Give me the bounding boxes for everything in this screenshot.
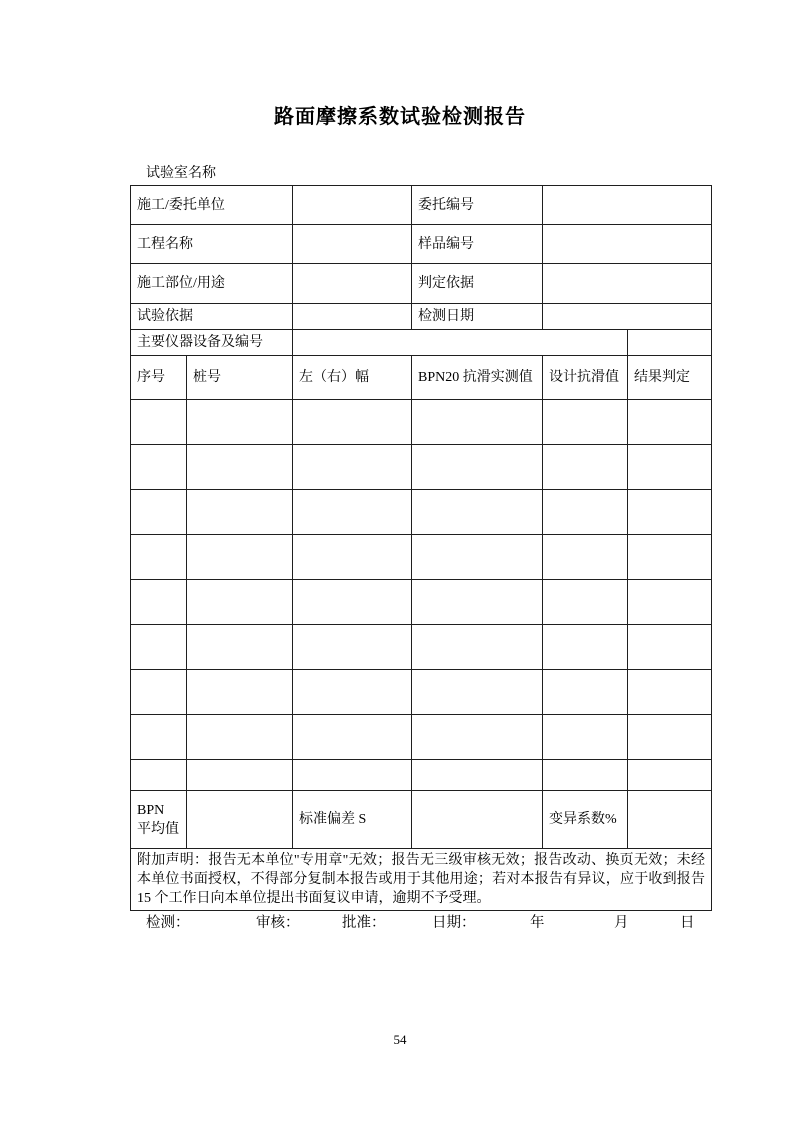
field-value-construction-part	[293, 264, 412, 304]
std-deviation-label: 标准偏差 S	[293, 791, 412, 849]
field-value-equipment	[293, 330, 628, 356]
empty-data-row	[131, 580, 712, 625]
field-label-construction-part: 施工部位/用途	[131, 264, 293, 304]
signature-row	[0, 911, 800, 933]
signature-day-label: 日	[680, 915, 695, 931]
field-value-construction-unit	[293, 186, 412, 225]
cv-label: 变异系数%	[543, 791, 628, 849]
field-value-sample-number	[543, 225, 712, 264]
signature-date-label: 日期：	[432, 915, 476, 931]
field-label-test-basis: 试验依据	[131, 304, 293, 330]
info-row-construction-part	[131, 264, 712, 304]
col-header-serial-number: 序号	[131, 356, 187, 400]
empty-data-row	[131, 625, 712, 670]
disclaimer-text: 附加声明：报告无本单位"专用章"无效；报告无三级审核无效；报告改动、换页无效；未经本单位书面授权，不得部分复制本报告或用于其他用途；若对本报告有异议，应于收到报告 15 个工作日向本单位提出书面复议申请，逾期不予受理。	[131, 849, 712, 911]
data-table-header-row	[131, 356, 712, 400]
empty-data-row	[131, 715, 712, 760]
col-header-bpn20-measured: BPN20 抗滑实测值	[412, 356, 543, 400]
field-value-judgment-basis	[543, 264, 712, 304]
empty-data-row	[131, 490, 712, 535]
equipment-row-spare-cell	[628, 330, 712, 356]
info-row-test-basis	[131, 304, 712, 330]
bpn-average-value	[187, 791, 293, 849]
field-label-equipment: 主要仪器设备及编号	[131, 330, 293, 356]
lab-name-label: 试验室名称	[146, 166, 216, 181]
cv-value	[628, 791, 712, 849]
col-header-lane-side: 左（右）幅	[293, 356, 412, 400]
bpn-average-label: BPN 平均值	[131, 791, 187, 849]
field-value-commission-number	[543, 186, 712, 225]
info-row-construction-unit	[131, 186, 712, 225]
col-header-result-judgment: 结果判定	[628, 356, 712, 400]
field-label-judgment-basis: 判定依据	[412, 264, 543, 304]
field-label-commission-number: 委托编号	[412, 186, 543, 225]
empty-data-row	[131, 445, 712, 490]
empty-data-row	[131, 670, 712, 715]
signature-test-label: 检测：	[146, 915, 190, 931]
disclaimer-row	[131, 849, 712, 911]
signature-approve-label: 批准：	[342, 915, 386, 931]
info-row-project-name	[131, 225, 712, 264]
signature-year-label: 年	[530, 915, 545, 931]
field-value-project-name	[293, 225, 412, 264]
col-header-design-skid-value: 设计抗滑值	[543, 356, 628, 400]
signature-month-label: 月	[614, 915, 629, 931]
field-label-construction-unit: 施工/委托单位	[131, 186, 293, 225]
summary-row	[131, 791, 712, 849]
field-label-project-name: 工程名称	[131, 225, 293, 264]
field-label-sample-number: 样品编号	[412, 225, 543, 264]
field-value-test-basis	[293, 304, 412, 330]
field-value-test-date	[543, 304, 712, 330]
info-row-equipment	[131, 330, 712, 356]
signature-review-label: 审核：	[256, 915, 300, 931]
empty-data-row	[131, 760, 712, 791]
field-label-test-date: 检测日期	[412, 304, 543, 330]
page-title: 路面摩擦系数试验检测报告	[274, 106, 526, 128]
report-table	[130, 185, 712, 911]
empty-data-row	[131, 535, 712, 580]
empty-data-row	[131, 400, 712, 445]
col-header-stake-number: 桩号	[187, 356, 293, 400]
page-number: 54	[393, 1032, 407, 1047]
std-deviation-value	[412, 791, 543, 849]
